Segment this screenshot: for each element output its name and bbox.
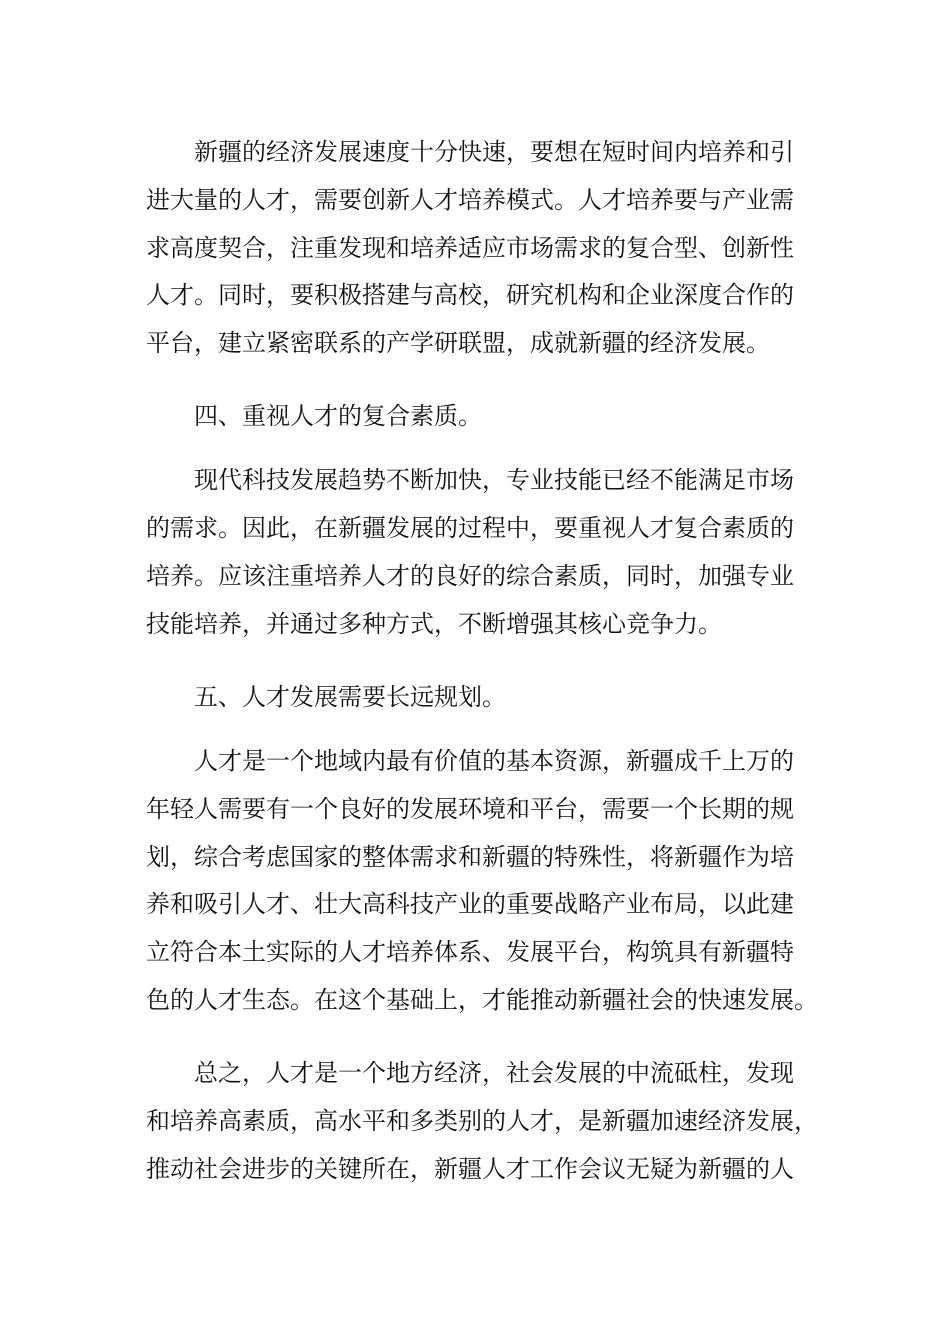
text-line: 技能培养，并通过多种方式，不断增强其核心竞争力。 — [146, 610, 722, 638]
text-line: 养和吸引人才、壮大高科技产业的重要战略产业布局，以此建 — [146, 890, 794, 918]
text-line: 人才是一个地域内最有价值的基本资源，新疆成千上万的 — [194, 747, 794, 775]
section-heading-5: 五、人才发展需要长远规划。 — [194, 683, 506, 711]
section-heading-4: 四、重视人才的复合素质。 — [194, 402, 482, 430]
text-line: 推动社会进步的关键所在，新疆人才工作会议无疑为新疆的人 — [146, 1155, 794, 1183]
text-line: 平台，建立紧密联系的产学研联盟，成就新疆的经济发展。 — [146, 329, 770, 357]
text-line: 人才。同时，要积极搭建与高校，研究机构和企业深度合作的 — [146, 281, 794, 309]
text-line: 划，综合考虑国家的整体需求和新疆的特殊性，将新疆作为培 — [146, 843, 794, 871]
text-line: 的需求。因此，在新疆发展的过程中，要重视人才复合素质的 — [146, 514, 794, 542]
text-line: 总之，人才是一个地方经济，社会发展的中流砥柱，发现 — [194, 1059, 794, 1087]
text-line: 进大量的人才，需要创新人才培养模式。人才培养要与产业需 — [146, 186, 794, 214]
text-line: 现代科技发展趋势不断加快，专业技能已经不能满足市场 — [194, 466, 794, 494]
text-line: 培养。应该注重培养人才的良好的综合素质，同时，加强专业 — [146, 562, 794, 590]
text-line: 新疆的经济发展速度十分快速，要想在短时间内培养和引 — [194, 138, 794, 166]
text-line: 立符合本土实际的人才培养体系、发展平台，构筑具有新疆特 — [146, 938, 794, 966]
text-line: 色的人才生态。在这个基础上，才能推动新疆社会的快速发展。 — [146, 986, 818, 1014]
text-line: 年轻人需要有一个良好的发展环境和平台，需要一个长期的规 — [146, 795, 794, 823]
text-line: 求高度契合，注重发现和培养适应市场需求的复合型、创新性 — [146, 234, 794, 262]
text-line: 和培养高素质，高水平和多类别的人才，是新疆加速经济发展， — [146, 1107, 818, 1135]
